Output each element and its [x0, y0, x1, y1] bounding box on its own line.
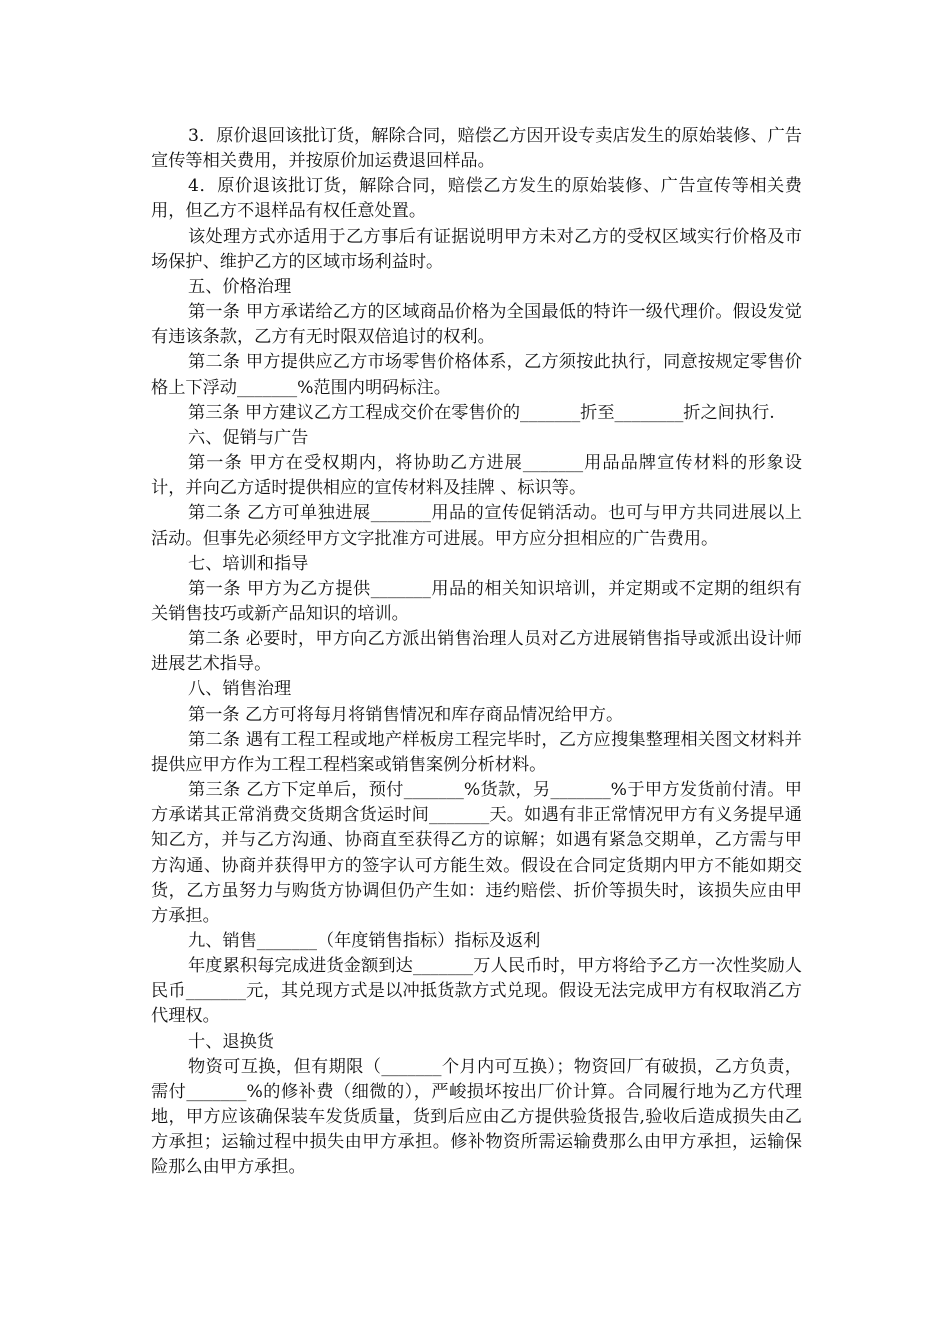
paragraph-sales-article-1: 第一条 乙方可将每月将销售情况和库存商品情况给甲方。 [188, 704, 624, 725]
paragraph-training-article-1: 第一条 甲方为乙方提供_______用品的相关知识培训，并定期或不定期的组织有关销售技巧或新产品知识的培训。 [151, 578, 802, 624]
document-body [151, 124, 802, 1181]
paragraph-price-article-1: 第一条 甲方承诺给乙方的区域商品价格为全国最低的特许一级代理价。假设发觉有违该条款，乙方有无时限双倍追讨的权利。 [151, 302, 802, 348]
paragraph-sales-article-2: 第二条 遇有工程工程或地产样板房工程完毕时，乙方应搜集整理相关图文材料并提供应甲方作为工程工程档案或销售案例分析材料。 [151, 729, 802, 775]
paragraph-promotion-article-1: 第一条 甲方在受权期内，将协助乙方进展_______用品品牌宣传材料的形象设计，并向乙方适时提供相应的宣传材料及挂牌 、标识等。 [151, 453, 802, 499]
section-heading-training: 七、培训和指导 [188, 553, 309, 574]
paragraph-price-article-2: 第二条 甲方提供应乙方市场零售价格体系，乙方须按此执行，同意按规定零售价格上下浮动_______%范围内明码标注。 [151, 352, 802, 398]
section-heading-sales-management: 八、销售治理 [188, 679, 292, 700]
paragraph-refund-option-4: 4．原价退该批订货，解除合同，赔偿乙方发生的原始装修、广告宣传等相关费用，但乙方不退样品有权任意处置。 [151, 176, 802, 222]
section-heading-returns: 十、退换货 [188, 1031, 274, 1052]
paragraph-returns: 物资可互换，但有期限（_______个月内可互换）；物资回厂有破损，乙方负责，需付_______%的修补费（细微的），严峻损坏按出厂价计算。合同履行地为乙方代理地，甲方应该确保装车发货质量，货到后应由乙方提供验货报告,验收后造成损失由乙方承担；运输过程中损失由甲方承担。修补物资所需运输费那么由甲方承担，运输保险那么由甲方承担。 [151, 1056, 802, 1178]
paragraph-price-article-3: 第三条 甲方建议乙方工程成交价在零售价的_______折至________折之间执行. [188, 402, 775, 423]
paragraph-sales-article-3: 第三条 乙方下定单后，预付_______%货款，另_______%于甲方发货前付清。甲方承诺其正常消费交货期含货运时间_______天。如遇有非正常情况甲方有义务提早通知乙方，并与乙方沟通、协商直至获得乙方的谅解；如遇有紧急交期单，乙方需与甲方沟通、协商并获得甲方的签字认可方能生效。假设在合同定货期内甲方不能如期交货，乙方虽努力与购货方协调但仍产生如：违约赔偿、折价等损失时，该损失应由甲方承担。 [151, 780, 802, 926]
paragraph-sales-targets: 年度累积每完成进货金额到达_______万人民币时，甲方将给予乙方一次性奖励人民币_______元，其兑现方式是以冲抵货款方式兑现。假设无法完成甲方有权取消乙方代理权。 [151, 956, 802, 1027]
paragraph-refund-option-3: 3．原价退回该批订货，解除合同，赔偿乙方因开设专卖店发生的原始装修、广告宣传等相关费用，并按原价加运费退回样品。 [151, 126, 802, 172]
section-heading-price-management: 五、价格治理 [188, 276, 292, 297]
section-heading-promotion: 六、促销与广告 [188, 427, 309, 448]
paragraph-promotion-article-2: 第二条 乙方可单独进展_______用品的宣传促销活动。也可与甲方共同进展以上活动。但事先必须经甲方文字批准方可进展。甲方应分担相应的广告费用。 [151, 503, 802, 549]
paragraph-applicability: 该处理方式亦适用于乙方事后有证据说明甲方未对乙方的受权区域实行价格及市场保护、维护乙方的区域市场利益时。 [151, 226, 802, 272]
section-heading-sales-targets: 九、销售_______（年度销售指标）指标及返利 [188, 931, 541, 951]
paragraph-training-article-2: 第二条 必要时，甲方向乙方派出销售治理人员对乙方进展销售指导或派出设计师进展艺术指导。 [151, 629, 802, 675]
